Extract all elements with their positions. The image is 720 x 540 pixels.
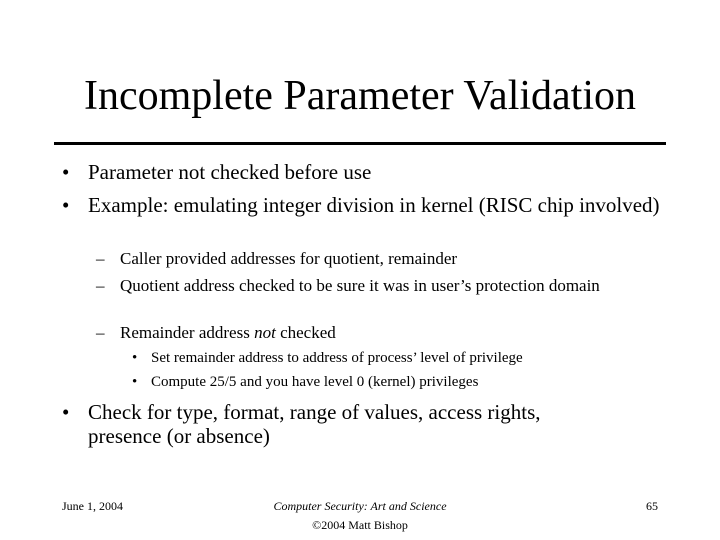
bullet-glyph: • <box>132 350 138 366</box>
bullet-glyph: • <box>62 400 70 424</box>
sub-bullet-emphasis: not <box>254 323 276 342</box>
sub-bullet-text <box>120 323 640 343</box>
bullet-glyph: • <box>132 374 138 390</box>
sub-bullet-suffix: checked <box>275 323 336 342</box>
bullet-text: Parameter not checked before use <box>88 160 372 184</box>
sub-sub-bullet-text: Set remainder address to address of process’ level of privilege <box>151 350 523 366</box>
footer-copyright: ©2004 Matt Bishop <box>312 518 408 532</box>
sub-sub-bullet-text: Compute 25/5 and you have level 0 (kernel) privileges <box>151 374 479 390</box>
bullet-glyph: • <box>62 160 70 184</box>
dash-glyph: – <box>96 323 105 342</box>
footer-page-number: 65 <box>646 499 658 513</box>
footer-course <box>200 497 520 535</box>
title-underline <box>54 142 666 145</box>
bullet-text: Check for type, format, range of values, access rights, presence (or absence) <box>88 400 541 448</box>
slide-title: Incomplete Parameter Validation <box>83 73 637 119</box>
footer-date: June 1, 2004 <box>62 499 123 513</box>
sub-bullet-text: Caller provided addresses for quotient, remainder <box>120 249 458 268</box>
sub-bullet-text: Quotient address checked to be sure it was in user’s protection domain <box>120 276 600 295</box>
bullet-glyph: • <box>62 193 70 217</box>
dash-glyph: – <box>96 276 105 295</box>
dash-glyph: – <box>96 249 105 268</box>
sub-bullet-prefix: Remainder address <box>120 323 255 342</box>
footer-course-title: Computer Security: Art and Science <box>273 499 447 513</box>
bullet-text: Example: emulating integer division in kernel (RISC chip involved) <box>88 193 660 217</box>
